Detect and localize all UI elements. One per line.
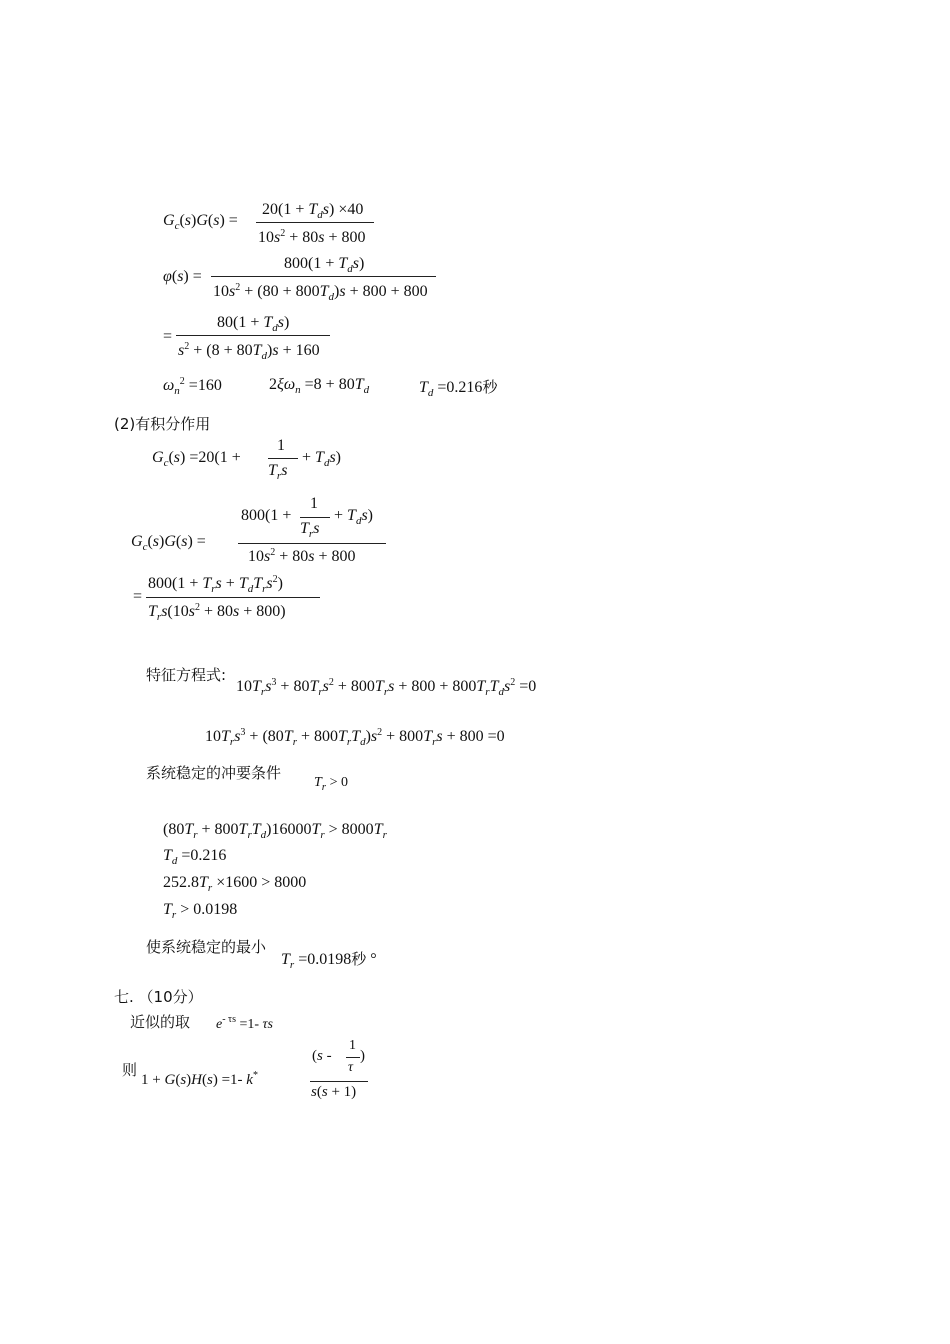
min-label: 使系统稳定的最小	[146, 938, 267, 956]
approx-label: 近似的取	[130, 1013, 191, 1031]
eq-phi-lhs: φ(s) =	[163, 268, 202, 285]
eq-hurwitz-2: $T_d =0.216$	[163, 847, 227, 867]
eq-gcg-lhs: $G_c(s)G(s)$ =	[163, 212, 238, 232]
eq-char-1: $10T_rs^3 + 80T_rs^2 + 800T_rs + 800 + 800T_rT_ds^2 =0$	[236, 677, 537, 698]
eq-wn: $\omega_n^2 =160$	[163, 376, 222, 397]
eq-char-2: $10T_rs^3 + (80T_r + 800T_rT_d)s^2 + 800T_rs + 800 =0$	[205, 727, 505, 748]
section-2-title: (2)有积分作用	[114, 415, 211, 433]
eq-hurwitz-1: $(80T_r + 800T_rT_d)16000T_r > 8000T_r$	[163, 821, 387, 841]
eq-tr-positive: $T_r > 0$	[314, 775, 348, 793]
eq-hurwitz-3: $252.8T_r \times 1600 > 8000$	[163, 874, 307, 894]
char-eq-label: 特征方程式:	[146, 666, 227, 684]
eq-damping: $2\xi\omega_n =8 + 80T_d$	[269, 376, 370, 396]
then-label: 则	[122, 1061, 138, 1079]
stable-cond-label: 系统稳定的冲要条件	[146, 764, 282, 782]
section-7-title: 七. （10分）	[114, 988, 203, 1006]
eq-hurwitz-4: $T_r > 0.0198$	[163, 901, 238, 921]
eq-approx: $e^{- \tau s} =1-$ τs	[216, 1014, 273, 1032]
eq-tr-min: $T_r =0.0198$秒 °	[281, 950, 377, 971]
eq-eq3-lhs: =	[163, 328, 173, 345]
eq-td: $T_d =0.216$秒	[419, 378, 498, 399]
